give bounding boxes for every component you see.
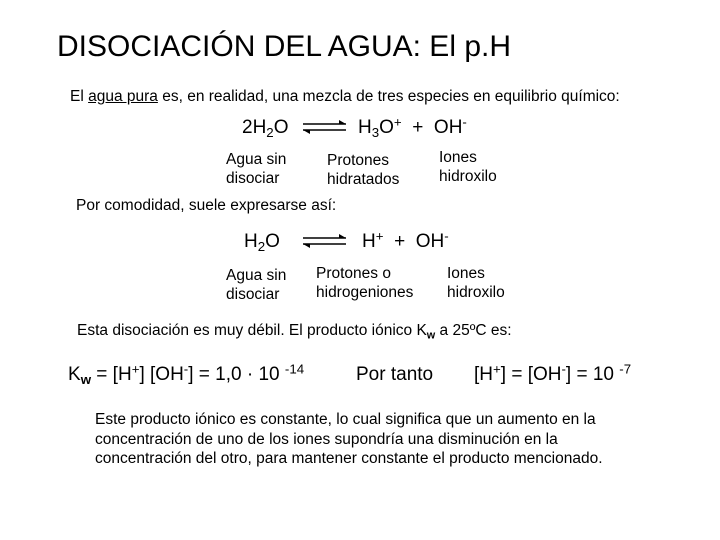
eq1-label-product2: Iones hidroxilo <box>439 149 497 185</box>
eq1-label-product1: Protones hidratados <box>327 152 400 188</box>
intro-before: El <box>70 88 89 105</box>
eq2-reactant: $H_2O$ <box>244 231 280 254</box>
comodidad-text: Por comodidad, suele expresarse así: <box>76 197 337 214</box>
por-tanto-text: Por tanto <box>356 364 434 385</box>
equilibrium-arrows-icon <box>302 233 348 249</box>
intro-text <box>70 88 620 106</box>
eq1-reactant: $2H_2O$ <box>242 117 289 140</box>
eq1-product-hydronium: $H_3O^+$ <box>358 114 402 140</box>
equilibrium-arrows-icon <box>302 119 348 135</box>
result-formula: [H+] = [OH-] = 10 $^{-7}$ <box>474 361 632 385</box>
eq2-product-hydroxide: OH- <box>415 228 449 252</box>
eq2-plus: + <box>394 231 406 252</box>
eq2-label-reactant: Agua sin disociar <box>226 267 287 303</box>
eq2-label-product1: Protones o hidrogeniones <box>316 265 414 301</box>
producto-ionico-text: Esta disociación es muy débil. El producto iónico $K_w$ a 25ºC es: <box>77 322 512 342</box>
eq1-products <box>358 114 467 140</box>
page-title: DISOCIACIÓN DEL AGUA: El p.H <box>57 30 511 63</box>
intro-underlined: agua pura <box>88 88 158 105</box>
eq2-products <box>362 228 449 253</box>
explanation-paragraph: Este producto iónico es constante, lo cual significa que un aumento en la concentración de uno de los iones supondría una disminución en la concentración del otro, para mantener constante el producto mencionado. <box>95 411 603 467</box>
kw-formula: $K_w = [H^+] [OH^-] = 1,0 \cdot 10$ $^{-14}$ <box>68 361 305 387</box>
eq1-product-hydroxide: OH- <box>433 114 467 138</box>
eq1-plus: + <box>412 117 424 138</box>
eq1-label-reactant: Agua sin disociar <box>226 151 287 187</box>
intro-after: es, en realidad, una mezcla de tres especies en equilibrio químico: <box>157 88 620 105</box>
eq2-product-proton: H+ <box>362 228 384 252</box>
eq2-label-product2: Iones hidroxilo <box>447 265 505 301</box>
